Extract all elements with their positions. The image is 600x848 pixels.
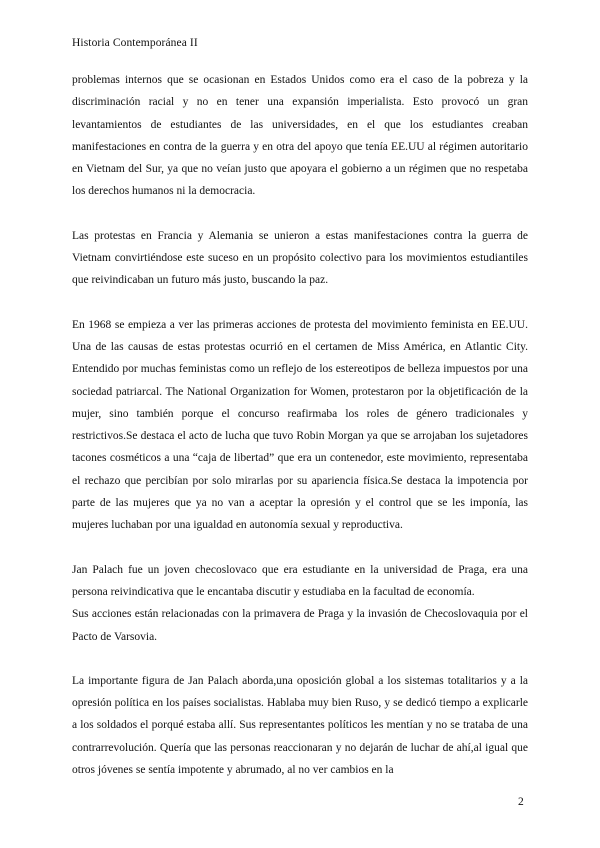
paragraph-protests-europe: Las protestas en Francia y Alemania se unieron a estas manifestaciones contra la guerra de Vietnam convirtiéndose este suceso en un propósito colectivo para los movimientos estudiantiles que reivindicaban un futuro más justo, buscando la paz.	[72, 229, 528, 287]
page-header: Historia Contemporánea II	[72, 37, 198, 49]
page-number: 2	[518, 796, 524, 808]
paragraph-jan-palach-opposition: La importante figura de Jan Palach aborda,una oposición global a los sistemas totalitarios y a la opresión política en los países socialistas. Hablaba muy bien Ruso, y se dedicó tiempo a explicarle a los soldados el porqué estaba allí. Sus representantes políticos les mentían y no se trataba de una contrarrevolución. Quería que las personas reaccionaran y no dejarán de luchar de ahí,al igual que otros jóvenes se sentía impotente y abrumado, al no ver cambios en la	[72, 674, 528, 777]
paragraph-feminist-movement: En 1968 se empieza a ver las primeras acciones de protesta del movimiento feminista en EE.UU. Una de las causas de estas protestas ocurrió en el certamen de Miss América, en Atlantic City. Entendido por muchas feministas como un reflejo de los estereotipos de belleza impuestos por una sociedad patriarcal. The National Organization for Women, protestaron por la objetificación de la mujer, sino también porque el concurso reafirmaba los roles de género tradicionales y restrictivos.Se destaca el acto de lucha que tuvo Robin Morgan ya que se arrojaban los sujetadores tacones cosméticos a una “caja de libertad” que era un contenedor, este movimiento, representaba el rechazo que percibían por solo mirarlas por su apariencia física.Se destaca la impotencia por parte de las mujeres que ya no van a aceptar la opresión y el control que se les imponía, las mujeres luchaban por una igualdad en autonomía sexual y reproductiva.	[72, 318, 528, 532]
paragraph-jan-palach-intro: Jan Palach fue un joven checoslovaco que era estudiante en la universidad de Praga, era una persona reivindicativa que le encantaba discutir y estudiaba en la facultad de economía.	[72, 563, 528, 598]
paragraph-vietnam-context: problemas internos que se ocasionan en Estados Unidos como era el caso de la pobreza y la discriminación racial y no en tener una expansión imperialista. Esto provocó un gran levantamientos de estudiantes de las universidades, en el que los estudiantes creaban manifestaciones en contra de la guerra y en otra del apoyo que tenía EE.UU al régimen autoritario en Vietnam del Sur, ya que no veían justo que apoyara el gobierno a un régimen que no respetaba los derechos humanos ni la democracia.	[72, 74, 528, 198]
paragraph-jan-palach-actions: Sus acciones están relacionadas con la primavera de Praga y la invasión de Checoslovaquia por el Pacto de Varsovia.	[72, 608, 528, 643]
document-body	[72, 69, 528, 781]
